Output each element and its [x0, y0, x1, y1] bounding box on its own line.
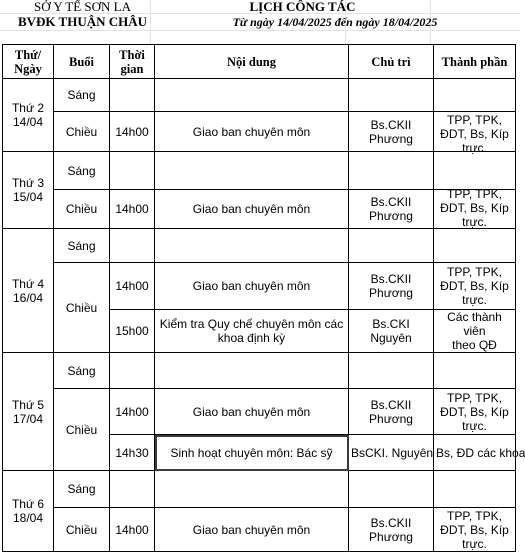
time-cell[interactable] — [110, 353, 155, 389]
participants-cell[interactable] — [434, 152, 516, 190]
time-cell[interactable]: 15h00 — [110, 310, 155, 353]
host-cell[interactable] — [349, 79, 434, 112]
time-cell[interactable] — [110, 79, 155, 112]
day-cell[interactable]: Thứ 2 14/04 — [3, 79, 54, 152]
host-cell[interactable] — [349, 152, 434, 190]
table-row — [3, 229, 516, 263]
time-cell[interactable]: 14h00 — [110, 389, 155, 435]
host-cell[interactable] — [349, 353, 434, 389]
host-cell[interactable]: BsCKI. Nguyên — [349, 435, 434, 471]
host-cell[interactable] — [349, 229, 434, 263]
session-cell[interactable]: Sáng — [54, 152, 110, 190]
column-header-host[interactable]: Chủ trì — [349, 45, 434, 79]
schedule-date-range: Từ ngày 14/04/2025 đến ngày 18/04/2025 — [232, 15, 438, 29]
host-cell[interactable]: Bs.CKII Phương — [349, 190, 434, 229]
time-cell[interactable] — [110, 229, 155, 263]
participants-cell[interactable] — [434, 353, 516, 389]
host-cell[interactable]: Bs.CKII Phương — [349, 508, 434, 552]
table-row — [3, 508, 516, 552]
participants-cell[interactable]: TPP, TPK, ĐDT, Bs, Kíp trực. — [434, 389, 516, 435]
content-cell[interactable] — [155, 229, 349, 263]
participants-cell[interactable]: TPP, TPK, ĐDT, Bs, Kíp trực. — [434, 112, 516, 152]
day-cell[interactable]: Thứ 6 18/04 — [3, 471, 54, 552]
org-parent-name: SỞ Y TẾ SƠN LA — [33, 0, 132, 14]
content-cell-selected[interactable]: Sinh hoạt chuyên môn: Bác sỹ — [155, 435, 349, 471]
content-cell[interactable]: Giao ban chuyên môn — [155, 190, 349, 229]
session-cell[interactable]: Sáng — [54, 229, 110, 263]
session-cell[interactable]: Chiều — [54, 190, 110, 229]
host-cell[interactable] — [349, 471, 434, 508]
host-cell[interactable]: Bs.CKII Phương — [349, 263, 434, 310]
column-header-participants[interactable]: Thành phần — [434, 45, 516, 79]
session-cell[interactable]: Chiều — [54, 389, 110, 471]
content-cell[interactable]: Giao ban chuyên môn — [155, 112, 349, 152]
time-cell[interactable]: 14h00 — [110, 263, 155, 310]
table-row — [3, 263, 516, 310]
session-cell[interactable]: Chiều — [54, 508, 110, 552]
day-cell[interactable]: Thứ 4 16/04 — [3, 229, 54, 353]
table-row — [3, 190, 516, 229]
schedule-table — [2, 44, 525, 552]
time-cell[interactable] — [110, 152, 155, 190]
table-row — [3, 79, 516, 112]
participants-cell[interactable]: TPP, TPK, ĐDT, Bs, Kíp trực. — [434, 190, 516, 229]
time-cell[interactable]: 14h00 — [110, 190, 155, 229]
org-hospital-name: BVĐK THUẬN CHÂU — [17, 14, 148, 29]
content-cell[interactable] — [155, 353, 349, 389]
content-cell[interactable]: Giao ban chuyên môn — [155, 508, 349, 552]
day-cell[interactable]: Thứ 3 15/04 — [3, 152, 54, 229]
content-cell[interactable]: Giao ban chuyên môn — [155, 389, 349, 435]
table-row — [3, 389, 516, 435]
host-cell[interactable]: Bs.CKII Phương — [349, 112, 434, 152]
content-cell[interactable] — [155, 152, 349, 190]
day-cell[interactable]: Thứ 5 17/04 — [3, 353, 54, 471]
content-cell[interactable] — [155, 471, 349, 508]
table-row — [3, 471, 516, 508]
table-row — [3, 152, 516, 190]
participants-cell[interactable]: Các thành viên theo QĐ — [434, 310, 516, 353]
participants-cell[interactable]: TPP, TPK, ĐDT, Bs, Kíp trực. — [434, 263, 516, 310]
content-cell[interactable] — [155, 79, 349, 112]
participants-cell[interactable] — [434, 229, 516, 263]
session-cell[interactable]: Sáng — [54, 353, 110, 389]
session-cell[interactable]: Chiều — [54, 263, 110, 353]
time-cell[interactable] — [110, 471, 155, 508]
column-header-time[interactable]: Thời gian — [110, 45, 155, 79]
participants-cell[interactable]: TPP, TPK, ĐDT, Bs, Kíp trực. — [434, 508, 516, 552]
participants-cell[interactable] — [434, 471, 516, 508]
sheet-gridline — [0, 30, 520, 31]
time-cell[interactable]: 14h00 — [110, 508, 155, 552]
host-cell[interactable]: Bs.CKII Phương — [349, 389, 434, 435]
time-cell[interactable]: 14h30 — [110, 435, 155, 471]
time-cell[interactable]: 14h00 — [110, 112, 155, 152]
participants-cell[interactable]: Bs, ĐD các khoa — [434, 435, 516, 471]
session-cell[interactable]: Sáng — [54, 471, 110, 508]
table-header-row — [3, 45, 516, 79]
participants-cell[interactable] — [434, 79, 516, 112]
column-header-content[interactable]: Nội dung — [155, 45, 349, 79]
table-row — [3, 353, 516, 389]
content-cell[interactable]: Giao ban chuyên môn — [155, 263, 349, 310]
schedule-title: LỊCH CÔNG TÁC — [249, 0, 356, 14]
session-cell[interactable]: Sáng — [54, 79, 110, 112]
table-row — [3, 112, 516, 152]
column-header-day[interactable]: Thứ/ Ngày — [3, 45, 54, 79]
host-cell[interactable]: Bs.CKI Nguyên — [349, 310, 434, 353]
content-cell[interactable]: Kiểm tra Quy chế chuyên môn các khoa định kỳ — [155, 310, 349, 353]
column-header-session[interactable]: Buổi — [54, 45, 110, 79]
session-cell[interactable]: Chiều — [54, 112, 110, 152]
